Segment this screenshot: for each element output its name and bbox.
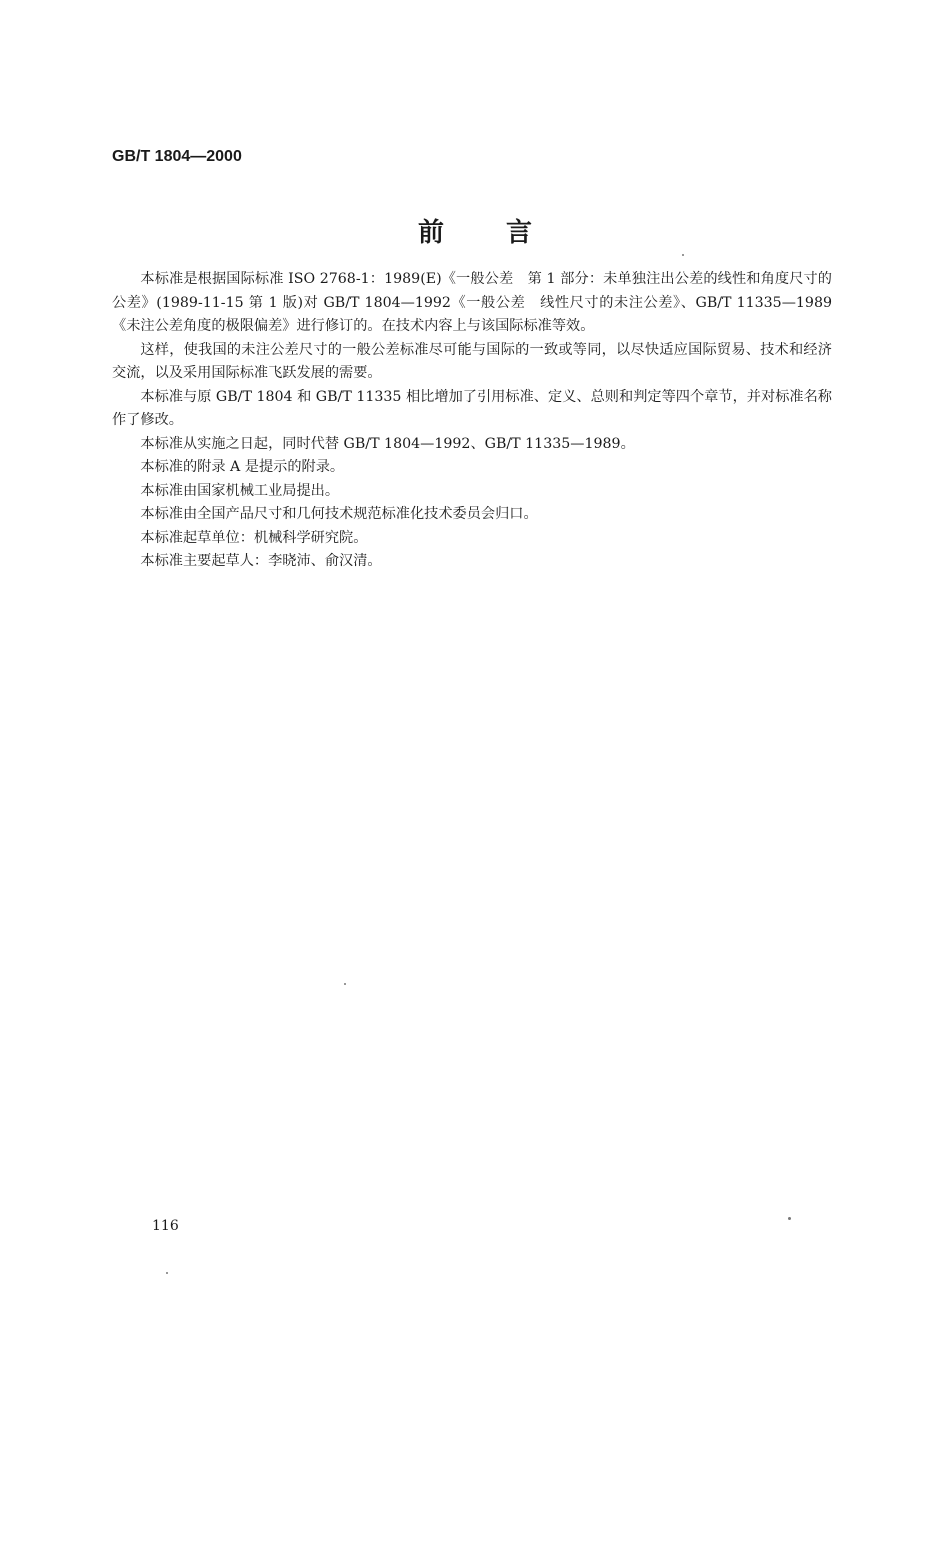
section-title: 前言 [417, 218, 594, 248]
paragraph: 本标准主要起草人：李晓沛、俞汉清。 [140, 553, 382, 569]
paragraph: 本标准的附录 A 是提示的附录。 [140, 459, 345, 475]
scan-speck [788, 1217, 791, 1220]
paragraph: 本标准从实施之日起，同时代替 GB/T 1804—1992、GB/T 11335—1989。 [140, 435, 635, 452]
paragraph: 这样，使我国的未注公差尺寸的一般公差标准尽可能与国际的一致或等同，以尽快适应国际贸易、技术和经济交流，以及采用国际标准飞跃发展的需要。 [112, 341, 832, 381]
paragraph: 本标准由全国产品尺寸和几何技术规范标准化技术委员会归口。 [140, 506, 538, 522]
scan-speck [682, 254, 684, 256]
paragraph: 本标准由国家机械工业局提出。 [140, 482, 340, 499]
document-code: GB/T 1804—2000 [112, 148, 242, 165]
paragraph: 本标准是根据国际标准 ISO 2768-1：1989(E)《一般公差 第 1 部分：未单独注出公差的线性和角度尺寸的公差》(1989-11-15 第 1 版)对 GB/T 1804—1992《一般公差 线性尺寸的未注公差》、GB/T 11335—1989《未注公差角度的极限偏差》进行修订的。在技术内容上与该国际标准等效。 [112, 271, 832, 334]
page-number: 116 [152, 1218, 179, 1234]
paragraph: 本标准起草单位：机械科学研究院。 [140, 529, 368, 546]
scan-speck [344, 983, 346, 985]
foreword-body [112, 268, 832, 574]
paragraph: 本标准与原 GB/T 1804 和 GB/T 11335 相比增加了引用标准、定义、总则和判定等四个章节，并对标准名称作了修改。 [112, 388, 832, 428]
scan-speck [166, 1272, 168, 1274]
